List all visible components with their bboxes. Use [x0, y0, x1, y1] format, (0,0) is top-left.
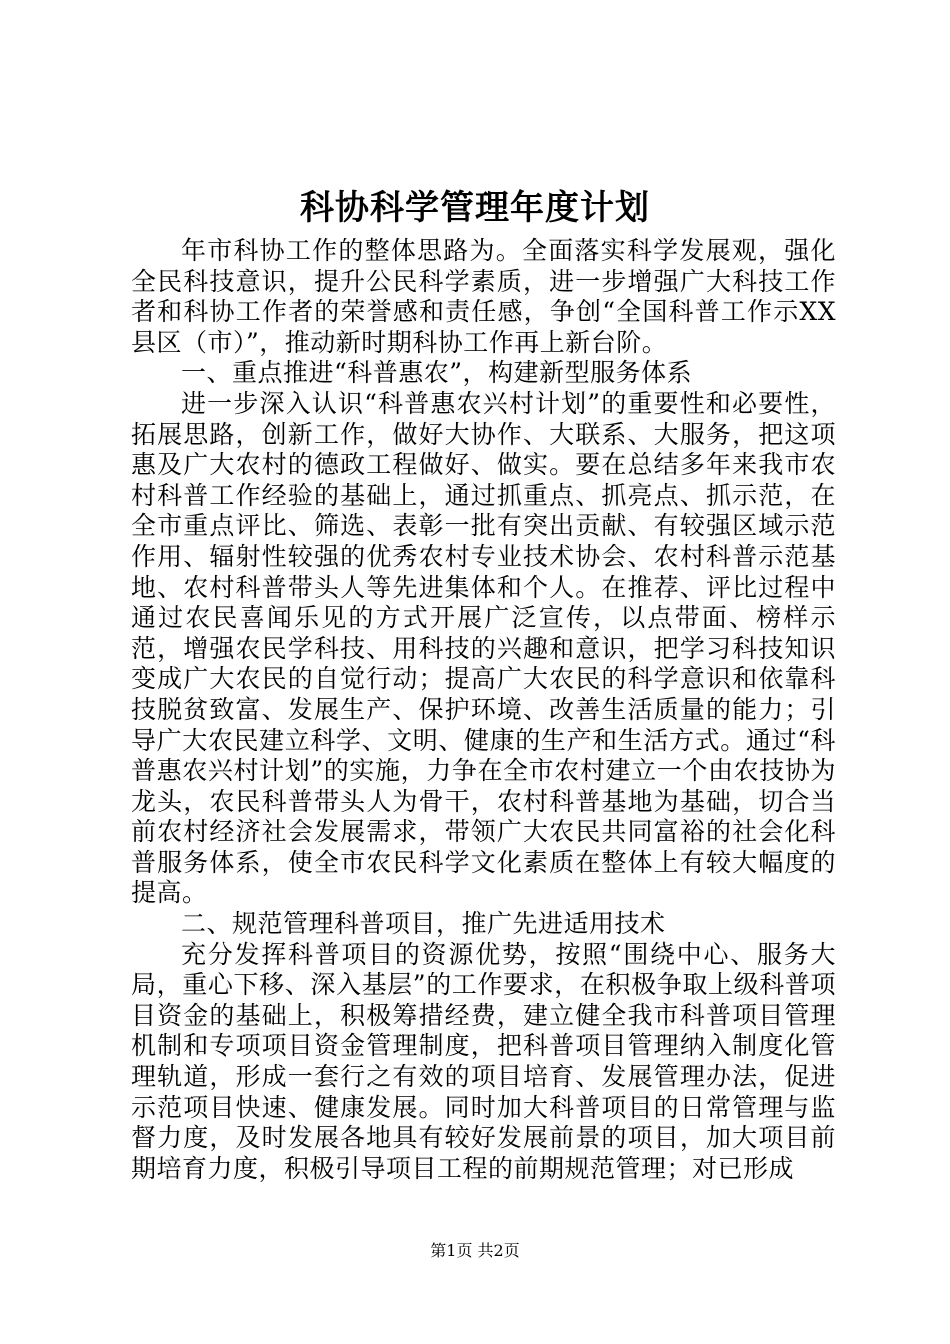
document-body — [131, 236, 836, 1184]
paragraph-section-2: 充分发挥科普项目的资源优势，按照“围绕中心、服务大局，重心下移、深入基层”的工作要求，在积极争取上级科普项目资金的基础上，积极筹措经费，建立健全我市科普项目管理机制和专项项目资金管理制度，把科普项目管理纳入制度化管理轨道，形成一套行之有效的项目培育、发展管理办法，促进示范项目快速、健康发展。同时加大科普项目的日常管理与监督力度，及时发展各地具有较好发展前景的项目，加大项目前期培育力度，积极引导项目工程的前期规范管理；对已形成 — [131, 939, 836, 1183]
section-heading-1: 一、重点推进“科普惠农”，构建新型服务体系 — [181, 358, 693, 388]
document-title: 科协科学管理年度计划 — [300, 188, 650, 228]
paragraph-intro: 年市科协工作的整体思路为。全面落实科学发展观，强化全民科技意识，提升公民科学素质，进一步增强广大科技工作者和科协工作者的荣誉感和责任感，争创“全国科普工作示XX县区（市）”，推动新时期科协工作再上新台阶。 — [131, 236, 836, 357]
section-heading-2: 二、规范管理科普项目，推广先进适用技术 — [181, 909, 666, 939]
page-number-footer: 第1页 共2页 — [430, 1241, 520, 1260]
paragraph-section-1: 进一步深入认识“科普惠农兴村计划”的重要性和必要性，拓展思路，创新工作，做好大协作、大联系、大服务，把这项惠及广大农村的德政工程做好、做实。要在总结多年来我市农村科普工作经验的基础上，通过抓重点、抓亮点、抓示范，在全市重点评比、筛选、表彰一批有突出贡献、有较强区域示范作用、辐射性较强的优秀农村专业技术协会、农村科普示范基地、农村科普带头人等先进集体和个人。在推荐、评比过程中通过农民喜闻乐见的方式开展广泛宣传，以点带面、榜样示范，增强农民学科技、用科技的兴趣和意识，把学习科技知识变成广大农民的自觉行动；提高广大农民的科学意识和依靠科技脱贫致富、发展生产、保护环境、改善生活质量的能力；引导广大农民建立科学、文明、健康的生产和生活方式。通过“科普惠农兴村计划”的实施，力争在全市农村建立一个由农技协为龙头，农民科普带头人为骨干，农村科普基地为基础，切合当前农村经济社会发展需求，带领广大农民共同富裕的社会化科普服务体系，使全市农民科学文化素质在整体上有较大幅度的提高。 — [131, 388, 836, 908]
